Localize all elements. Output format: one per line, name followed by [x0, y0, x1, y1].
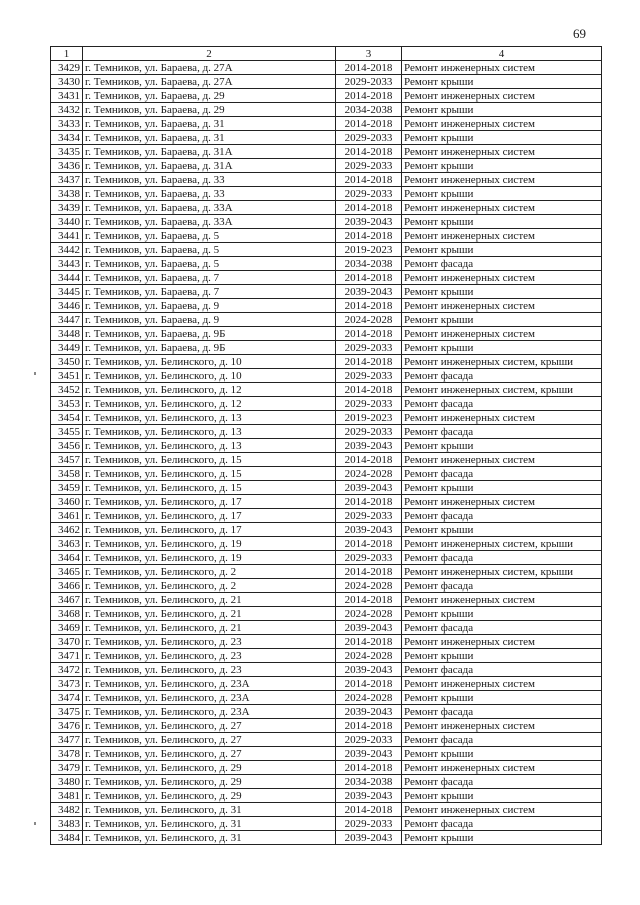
row-period: 2029-2033 — [336, 369, 402, 383]
table-row — [51, 173, 602, 187]
table-row — [51, 831, 602, 845]
row-address: г. Темников, ул. Бараева, д. 5 — [83, 243, 336, 257]
row-address: г. Темников, ул. Белинского, д. 23А — [83, 691, 336, 705]
row-period: 2014-2018 — [336, 299, 402, 313]
row-address: г. Темников, ул. Белинского, д. 23 — [83, 649, 336, 663]
row-address: г. Темников, ул. Белинского, д. 10 — [83, 369, 336, 383]
table-row — [51, 663, 602, 677]
row-period: 2029-2033 — [336, 551, 402, 565]
table-row — [51, 649, 602, 663]
table-row — [51, 705, 602, 719]
row-number: 3447 — [51, 313, 83, 327]
row-number: 3444 — [51, 271, 83, 285]
row-period: 2034-2038 — [336, 775, 402, 789]
row-period: 2014-2018 — [336, 803, 402, 817]
row-number: 3448 — [51, 327, 83, 341]
row-period: 2039-2043 — [336, 705, 402, 719]
row-period: 2039-2043 — [336, 439, 402, 453]
row-number: 3456 — [51, 439, 83, 453]
row-address: г. Темников, ул. Белинского, д. 2 — [83, 579, 336, 593]
row-address: г. Темников, ул. Белинского, д. 15 — [83, 453, 336, 467]
row-work-type: Ремонт инженерных систем — [402, 229, 602, 243]
row-number: 3482 — [51, 803, 83, 817]
row-work-type: Ремонт фасада — [402, 425, 602, 439]
row-work-type: Ремонт инженерных систем — [402, 173, 602, 187]
row-work-type: Ремонт инженерных систем, крыши — [402, 537, 602, 551]
row-work-type: Ремонт крыши — [402, 439, 602, 453]
table-row — [51, 285, 602, 299]
table-row — [51, 425, 602, 439]
row-address: г. Темников, ул. Белинского, д. 17 — [83, 509, 336, 523]
row-number: 3459 — [51, 481, 83, 495]
row-number: 3466 — [51, 579, 83, 593]
row-work-type: Ремонт инженерных систем — [402, 803, 602, 817]
row-period: 2014-2018 — [336, 537, 402, 551]
row-period: 2014-2018 — [336, 89, 402, 103]
row-address: г. Темников, ул. Белинского, д. 23А — [83, 677, 336, 691]
row-period: 2024-2028 — [336, 579, 402, 593]
table-row — [51, 775, 602, 789]
row-period: 2024-2028 — [336, 467, 402, 481]
row-work-type: Ремонт инженерных систем, крыши — [402, 565, 602, 579]
row-address: г. Темников, ул. Бараева, д. 29 — [83, 103, 336, 117]
row-period: 2014-2018 — [336, 761, 402, 775]
table-row — [51, 257, 602, 271]
row-work-type: Ремонт инженерных систем — [402, 761, 602, 775]
row-number: 3474 — [51, 691, 83, 705]
row-address: г. Темников, ул. Белинского, д. 27 — [83, 733, 336, 747]
row-number: 3468 — [51, 607, 83, 621]
table-row — [51, 551, 602, 565]
row-period: 2014-2018 — [336, 271, 402, 285]
table-row — [51, 733, 602, 747]
table-row — [51, 565, 602, 579]
row-number: 3469 — [51, 621, 83, 635]
row-work-type: Ремонт фасада — [402, 733, 602, 747]
row-period: 2029-2033 — [336, 733, 402, 747]
row-address: г. Темников, ул. Бараева, д. 9 — [83, 313, 336, 327]
row-period: 2014-2018 — [336, 565, 402, 579]
row-address: г. Темников, ул. Белинского, д. 17 — [83, 495, 336, 509]
row-number: 3449 — [51, 341, 83, 355]
row-period: 2039-2043 — [336, 747, 402, 761]
margin-mark — [34, 822, 36, 825]
row-number: 3483 — [51, 817, 83, 831]
row-work-type: Ремонт инженерных систем — [402, 635, 602, 649]
repair-schedule-table — [50, 46, 602, 845]
row-address: г. Темников, ул. Белинского, д. 2 — [83, 565, 336, 579]
row-work-type: Ремонт крыши — [402, 159, 602, 173]
table-row — [51, 145, 602, 159]
row-work-type: Ремонт крыши — [402, 313, 602, 327]
row-number: 3476 — [51, 719, 83, 733]
table-row — [51, 495, 602, 509]
table-row — [51, 817, 602, 831]
row-address: г. Темников, ул. Бараева, д. 27А — [83, 61, 336, 75]
row-number: 3471 — [51, 649, 83, 663]
table-row — [51, 453, 602, 467]
table-row — [51, 327, 602, 341]
row-period: 2029-2033 — [336, 341, 402, 355]
row-address: г. Темников, ул. Бараева, д. 27А — [83, 75, 336, 89]
table-row — [51, 509, 602, 523]
row-address: г. Темников, ул. Бараева, д. 5 — [83, 229, 336, 243]
row-period: 2029-2033 — [336, 425, 402, 439]
row-period: 2039-2043 — [336, 285, 402, 299]
row-period: 2014-2018 — [336, 383, 402, 397]
table-row — [51, 593, 602, 607]
row-period: 2029-2033 — [336, 131, 402, 145]
row-number: 3442 — [51, 243, 83, 257]
row-work-type: Ремонт инженерных систем — [402, 117, 602, 131]
row-work-type: Ремонт инженерных систем, крыши — [402, 383, 602, 397]
row-number: 3467 — [51, 593, 83, 607]
table-row — [51, 803, 602, 817]
row-address: г. Темников, ул. Белинского, д. 13 — [83, 439, 336, 453]
row-address: г. Темников, ул. Бараева, д. 31А — [83, 159, 336, 173]
row-work-type: Ремонт инженерных систем — [402, 201, 602, 215]
row-work-type: Ремонт фасада — [402, 817, 602, 831]
table-row — [51, 411, 602, 425]
row-number: 3475 — [51, 705, 83, 719]
row-address: г. Темников, ул. Белинского, д. 27 — [83, 719, 336, 733]
row-address: г. Темников, ул. Бараева, д. 31А — [83, 145, 336, 159]
row-work-type: Ремонт крыши — [402, 243, 602, 257]
row-number: 3478 — [51, 747, 83, 761]
row-number: 3460 — [51, 495, 83, 509]
row-number: 3484 — [51, 831, 83, 845]
row-period: 2039-2043 — [336, 621, 402, 635]
row-number: 3453 — [51, 397, 83, 411]
row-work-type: Ремонт крыши — [402, 131, 602, 145]
row-period: 2014-2018 — [336, 229, 402, 243]
table-row — [51, 383, 602, 397]
row-address: г. Темников, ул. Белинского, д. 29 — [83, 789, 336, 803]
row-number: 3470 — [51, 635, 83, 649]
margin-mark — [34, 372, 36, 375]
table-header-row — [51, 47, 602, 61]
row-period: 2029-2033 — [336, 817, 402, 831]
row-address: г. Темников, ул. Бараева, д. 5 — [83, 257, 336, 271]
row-work-type: Ремонт фасада — [402, 397, 602, 411]
row-work-type: Ремонт инженерных систем — [402, 299, 602, 313]
row-address: г. Темников, ул. Бараева, д. 33А — [83, 215, 336, 229]
row-work-type: Ремонт фасада — [402, 621, 602, 635]
row-period: 2024-2028 — [336, 607, 402, 621]
page-number: 69 — [573, 26, 586, 41]
row-period: 2039-2043 — [336, 789, 402, 803]
row-address: г. Темников, ул. Белинского, д. 12 — [83, 383, 336, 397]
row-number: 3440 — [51, 215, 83, 229]
table-row — [51, 369, 602, 383]
row-address: г. Темников, ул. Бараева, д. 29 — [83, 89, 336, 103]
row-work-type: Ремонт инженерных систем — [402, 61, 602, 75]
row-period: 2024-2028 — [336, 649, 402, 663]
row-work-type: Ремонт фасада — [402, 467, 602, 481]
row-number: 3451 — [51, 369, 83, 383]
row-period: 2014-2018 — [336, 61, 402, 75]
table-row — [51, 271, 602, 285]
row-address: г. Темников, ул. Белинского, д. 19 — [83, 537, 336, 551]
table-row — [51, 747, 602, 761]
row-address: г. Темников, ул. Бараева, д. 7 — [83, 271, 336, 285]
row-number: 3429 — [51, 61, 83, 75]
row-period: 2019-2023 — [336, 411, 402, 425]
row-work-type: Ремонт инженерных систем — [402, 719, 602, 733]
row-address: г. Темников, ул. Белинского, д. 23А — [83, 705, 336, 719]
row-number: 3443 — [51, 257, 83, 271]
row-period: 2014-2018 — [336, 593, 402, 607]
row-work-type: Ремонт крыши — [402, 691, 602, 705]
row-work-type: Ремонт крыши — [402, 649, 602, 663]
column-header-work-type: 4 — [402, 47, 602, 61]
row-number: 3461 — [51, 509, 83, 523]
table-row — [51, 635, 602, 649]
row-number: 3430 — [51, 75, 83, 89]
row-number: 3445 — [51, 285, 83, 299]
row-number: 3438 — [51, 187, 83, 201]
row-period: 2024-2028 — [336, 313, 402, 327]
table-row — [51, 537, 602, 551]
row-number: 3441 — [51, 229, 83, 243]
table-row — [51, 299, 602, 313]
row-work-type: Ремонт инженерных систем — [402, 677, 602, 691]
row-number: 3473 — [51, 677, 83, 691]
row-address: г. Темников, ул. Белинского, д. 15 — [83, 481, 336, 495]
row-address: г. Темников, ул. Бараева, д. 9Б — [83, 327, 336, 341]
row-work-type: Ремонт инженерных систем — [402, 327, 602, 341]
row-number: 3439 — [51, 201, 83, 215]
row-address: г. Темников, ул. Бараева, д. 9 — [83, 299, 336, 313]
table-row — [51, 117, 602, 131]
row-number: 3446 — [51, 299, 83, 313]
row-period: 2014-2018 — [336, 495, 402, 509]
row-address: г. Темников, ул. Бараева, д. 33 — [83, 187, 336, 201]
column-header-period: 3 — [336, 47, 402, 61]
row-period: 2014-2018 — [336, 677, 402, 691]
row-period: 2039-2043 — [336, 523, 402, 537]
table-row — [51, 789, 602, 803]
row-address: г. Темников, ул. Белинского, д. 10 — [83, 355, 336, 369]
row-number: 3457 — [51, 453, 83, 467]
row-address: г. Темников, ул. Бараева, д. 9Б — [83, 341, 336, 355]
table-row — [51, 341, 602, 355]
row-work-type: Ремонт крыши — [402, 285, 602, 299]
row-period: 2014-2018 — [336, 719, 402, 733]
row-number: 3437 — [51, 173, 83, 187]
row-period: 2019-2023 — [336, 243, 402, 257]
row-number: 3455 — [51, 425, 83, 439]
table-row — [51, 159, 602, 173]
row-work-type: Ремонт инженерных систем, крыши — [402, 355, 602, 369]
row-address: г. Темников, ул. Белинского, д. 31 — [83, 803, 336, 817]
table-row — [51, 103, 602, 117]
row-work-type: Ремонт фасада — [402, 257, 602, 271]
table-row — [51, 229, 602, 243]
row-number: 3477 — [51, 733, 83, 747]
row-address: г. Темников, ул. Белинского, д. 31 — [83, 817, 336, 831]
row-address: г. Темников, ул. Белинского, д. 13 — [83, 411, 336, 425]
table-row — [51, 89, 602, 103]
row-period: 2014-2018 — [336, 173, 402, 187]
row-work-type: Ремонт фасада — [402, 509, 602, 523]
row-number: 3454 — [51, 411, 83, 425]
row-address: г. Темников, ул. Белинского, д. 15 — [83, 467, 336, 481]
table-row — [51, 481, 602, 495]
column-header-address: 2 — [83, 47, 336, 61]
row-work-type: Ремонт инженерных систем — [402, 89, 602, 103]
row-address: г. Темников, ул. Белинского, д. 21 — [83, 593, 336, 607]
row-number: 3479 — [51, 761, 83, 775]
table-row — [51, 215, 602, 229]
column-header-number: 1 — [51, 47, 83, 61]
row-period: 2039-2043 — [336, 663, 402, 677]
table-row — [51, 187, 602, 201]
row-number: 3450 — [51, 355, 83, 369]
row-period: 2029-2033 — [336, 159, 402, 173]
row-work-type: Ремонт крыши — [402, 747, 602, 761]
row-address: г. Темников, ул. Белинского, д. 29 — [83, 775, 336, 789]
row-number: 3480 — [51, 775, 83, 789]
row-period: 2014-2018 — [336, 201, 402, 215]
row-address: г. Темников, ул. Белинского, д. 23 — [83, 635, 336, 649]
row-address: г. Темников, ул. Белинского, д. 23 — [83, 663, 336, 677]
row-address: г. Темников, ул. Белинского, д. 13 — [83, 425, 336, 439]
row-period: 2024-2028 — [336, 691, 402, 705]
row-work-type: Ремонт крыши — [402, 187, 602, 201]
row-period: 2014-2018 — [336, 355, 402, 369]
row-period: 2039-2043 — [336, 831, 402, 845]
row-work-type: Ремонт крыши — [402, 103, 602, 117]
row-period: 2029-2033 — [336, 75, 402, 89]
row-number: 3432 — [51, 103, 83, 117]
row-period: 2029-2033 — [336, 397, 402, 411]
row-period: 2034-2038 — [336, 257, 402, 271]
table-row — [51, 621, 602, 635]
table-row — [51, 313, 602, 327]
row-address: г. Темников, ул. Бараева, д. 33 — [83, 173, 336, 187]
row-period: 2014-2018 — [336, 635, 402, 649]
row-address: г. Темников, ул. Белинского, д. 21 — [83, 607, 336, 621]
row-number: 3458 — [51, 467, 83, 481]
table-row — [51, 201, 602, 215]
row-work-type: Ремонт инженерных систем — [402, 495, 602, 509]
table-row — [51, 691, 602, 705]
row-number: 3481 — [51, 789, 83, 803]
row-number: 3462 — [51, 523, 83, 537]
row-number: 3431 — [51, 89, 83, 103]
row-address: г. Темников, ул. Белинского, д. 12 — [83, 397, 336, 411]
row-work-type: Ремонт фасада — [402, 775, 602, 789]
row-work-type: Ремонт фасада — [402, 369, 602, 383]
row-address: г. Темников, ул. Белинского, д. 27 — [83, 747, 336, 761]
row-number: 3435 — [51, 145, 83, 159]
row-address: г. Темников, ул. Белинского, д. 19 — [83, 551, 336, 565]
row-number: 3465 — [51, 565, 83, 579]
row-work-type: Ремонт крыши — [402, 75, 602, 89]
row-period: 2014-2018 — [336, 145, 402, 159]
row-address: г. Темников, ул. Белинского, д. 31 — [83, 831, 336, 845]
row-work-type: Ремонт фасада — [402, 579, 602, 593]
table-row — [51, 355, 602, 369]
row-period: 2039-2043 — [336, 215, 402, 229]
row-address: г. Темников, ул. Бараева, д. 31 — [83, 131, 336, 145]
row-period: 2029-2033 — [336, 509, 402, 523]
row-address: г. Темников, ул. Белинского, д. 17 — [83, 523, 336, 537]
row-work-type: Ремонт крыши — [402, 215, 602, 229]
row-address: г. Темников, ул. Белинского, д. 21 — [83, 621, 336, 635]
table-row — [51, 677, 602, 691]
row-work-type: Ремонт инженерных систем — [402, 145, 602, 159]
row-work-type: Ремонт фасада — [402, 663, 602, 677]
row-period: 2029-2033 — [336, 187, 402, 201]
table-row — [51, 75, 602, 89]
table-row — [51, 439, 602, 453]
table-row — [51, 61, 602, 75]
row-period: 2014-2018 — [336, 453, 402, 467]
row-work-type: Ремонт фасада — [402, 551, 602, 565]
row-work-type: Ремонт крыши — [402, 789, 602, 803]
row-number: 3452 — [51, 383, 83, 397]
row-work-type: Ремонт крыши — [402, 607, 602, 621]
row-number: 3472 — [51, 663, 83, 677]
table-row — [51, 719, 602, 733]
table-row — [51, 131, 602, 145]
row-work-type: Ремонт инженерных систем — [402, 453, 602, 467]
table-row — [51, 243, 602, 257]
row-work-type: Ремонт крыши — [402, 481, 602, 495]
table-row — [51, 579, 602, 593]
row-address: г. Темников, ул. Бараева, д. 7 — [83, 285, 336, 299]
row-work-type: Ремонт крыши — [402, 831, 602, 845]
row-work-type: Ремонт крыши — [402, 341, 602, 355]
row-work-type: Ремонт крыши — [402, 523, 602, 537]
row-period: 2014-2018 — [336, 327, 402, 341]
row-number: 3433 — [51, 117, 83, 131]
table-row — [51, 523, 602, 537]
row-number: 3463 — [51, 537, 83, 551]
table-row — [51, 467, 602, 481]
row-address: г. Темников, ул. Белинского, д. 29 — [83, 761, 336, 775]
row-number: 3464 — [51, 551, 83, 565]
row-period: 2014-2018 — [336, 117, 402, 131]
row-period: 2034-2038 — [336, 103, 402, 117]
row-work-type: Ремонт инженерных систем — [402, 411, 602, 425]
table-row — [51, 761, 602, 775]
row-number: 3434 — [51, 131, 83, 145]
row-work-type: Ремонт инженерных систем — [402, 593, 602, 607]
row-address: г. Темников, ул. Бараева, д. 33А — [83, 201, 336, 215]
table-row — [51, 397, 602, 411]
row-number: 3436 — [51, 159, 83, 173]
row-work-type: Ремонт инженерных систем — [402, 271, 602, 285]
row-period: 2039-2043 — [336, 481, 402, 495]
table-body — [51, 61, 602, 845]
row-work-type: Ремонт фасада — [402, 705, 602, 719]
table-row — [51, 607, 602, 621]
row-address: г. Темников, ул. Бараева, д. 31 — [83, 117, 336, 131]
